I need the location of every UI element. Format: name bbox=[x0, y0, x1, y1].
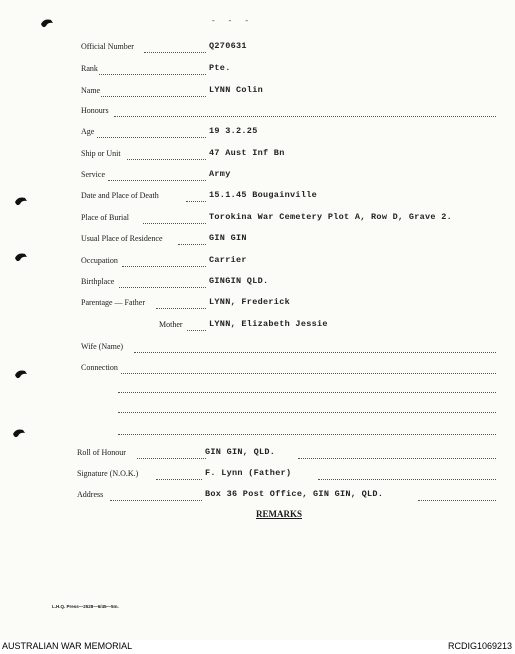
field-honours bbox=[0, 106, 515, 120]
remarks-heading: REMARKS bbox=[256, 509, 303, 519]
field-signature-nok bbox=[0, 469, 515, 483]
field-label: Usual Place of Residence bbox=[81, 234, 163, 243]
field-service bbox=[0, 170, 515, 184]
field-label: Service bbox=[81, 170, 105, 179]
field-value: LYNN, Elizabeth Jessie bbox=[209, 319, 328, 329]
field-label: Roll of Honour bbox=[77, 448, 126, 457]
field-value: GIN GIN bbox=[209, 233, 247, 243]
hole-punch-mark-icon bbox=[12, 428, 26, 440]
field-value: 47 Aust Inf Bn bbox=[209, 148, 285, 158]
field-age bbox=[0, 127, 515, 141]
field-rank bbox=[0, 64, 515, 78]
field-ship-or-unit bbox=[0, 149, 515, 163]
field-label: Ship or Unit bbox=[81, 149, 121, 158]
field-label: Mother bbox=[159, 320, 183, 329]
field-label: Address bbox=[77, 490, 104, 499]
field-date-place-of-death bbox=[0, 191, 515, 205]
field-official-number bbox=[0, 42, 515, 56]
field-value: LYNN, Frederick bbox=[209, 297, 291, 307]
field-occupation bbox=[0, 256, 515, 270]
field-value: Box 36 Post Office, GIN GIN, QLD. bbox=[205, 489, 384, 499]
field-label: Age bbox=[81, 127, 95, 136]
field-value: GINGIN QLD. bbox=[209, 276, 269, 286]
blank-line bbox=[118, 411, 496, 413]
header-mark: - - - bbox=[212, 16, 254, 25]
field-label: Rank bbox=[81, 64, 98, 73]
field-value: F. Lynn (Father) bbox=[205, 468, 292, 478]
field-label: Connection bbox=[81, 363, 118, 372]
field-label: Place of Burial bbox=[81, 213, 129, 222]
field-connection bbox=[0, 363, 515, 377]
field-value: 19 3.2.25 bbox=[209, 126, 258, 136]
hole-punch-mark-icon bbox=[40, 18, 54, 30]
field-parentage-mother bbox=[0, 320, 515, 334]
field-label: Name bbox=[81, 86, 101, 95]
field-label: Occupation bbox=[81, 256, 118, 265]
footer-record-id: RCDIG1069213 bbox=[447, 641, 512, 651]
field-value: Carrier bbox=[209, 255, 247, 265]
field-value: Q270631 bbox=[209, 41, 247, 51]
field-label: Honours bbox=[81, 106, 109, 115]
field-name bbox=[0, 86, 515, 100]
field-label: Wife (Name) bbox=[81, 342, 124, 351]
field-address bbox=[0, 490, 515, 504]
field-value: Pte. bbox=[209, 63, 231, 73]
field-value: 15.1.45 Bougainville bbox=[209, 190, 318, 200]
field-label: Date and Place of Death bbox=[81, 191, 159, 200]
field-value: Torokina War Cemetery Plot A, Row D, Grave 2. bbox=[209, 212, 453, 222]
field-usual-place-of-residence bbox=[0, 234, 515, 248]
print-code: L.H.Q. Press—2528—6/45—5m. bbox=[52, 604, 119, 609]
footer-institution: AUSTRALIAN WAR MEMORIAL bbox=[2, 641, 133, 651]
field-label: Signature (N.O.K.) bbox=[77, 469, 139, 478]
field-label: Official Number bbox=[81, 42, 134, 51]
archive-footer bbox=[0, 640, 515, 654]
field-label: Parentage — Father bbox=[81, 298, 145, 307]
blank-line bbox=[118, 433, 496, 435]
field-label: Birthplace bbox=[81, 277, 115, 286]
field-value: LYNN Colin bbox=[209, 85, 264, 95]
blank-line bbox=[118, 391, 496, 393]
field-value: Army bbox=[209, 169, 231, 179]
field-wife-name bbox=[0, 342, 515, 356]
field-parentage-father bbox=[0, 298, 515, 312]
field-place-of-burial bbox=[0, 213, 515, 227]
field-birthplace bbox=[0, 277, 515, 291]
field-roll-of-honour bbox=[0, 448, 515, 462]
field-value: GIN GIN, QLD. bbox=[205, 447, 276, 457]
